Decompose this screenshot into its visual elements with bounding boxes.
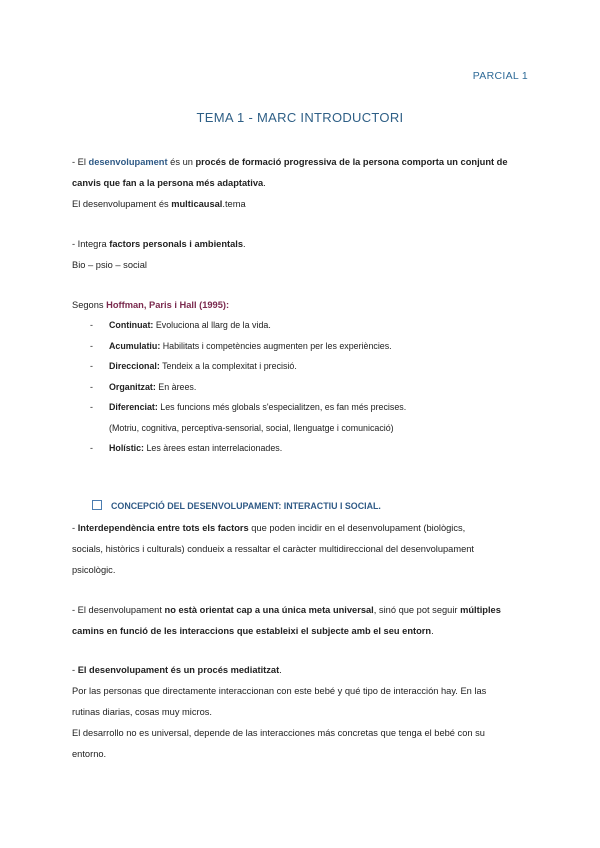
dash: - xyxy=(90,381,93,392)
dash: - xyxy=(90,361,93,371)
text: Evoluciona al llarg de la vida. xyxy=(153,320,271,330)
text: - Integra xyxy=(72,239,110,249)
section-heading xyxy=(92,500,381,511)
text: . xyxy=(263,178,266,188)
text: (Motriu, cognitiva, perceptiva-sensorial, social, llenguatge i comunicació) xyxy=(109,422,394,433)
list-item xyxy=(90,315,510,336)
list-item xyxy=(90,336,510,357)
characteristics-list xyxy=(90,315,510,459)
term: Acumulatiu: xyxy=(109,340,161,351)
text: psicològic. xyxy=(72,565,116,575)
section-paragraph-2 xyxy=(72,600,534,642)
list-item xyxy=(90,438,510,459)
list-item xyxy=(90,418,510,439)
keyword: no està orientat cap a una única meta universal xyxy=(164,605,374,615)
text: - El xyxy=(72,157,89,167)
authors: Hoffman, Paris i Hall (1995) xyxy=(106,300,226,310)
dash: - xyxy=(90,320,93,330)
intro-paragraph-3 xyxy=(72,234,534,255)
term: Continuat: xyxy=(109,320,154,330)
keyword: factors personals i ambientals xyxy=(109,239,244,249)
text: - xyxy=(72,523,78,533)
text: rutinas diarias, cosas muy micros. xyxy=(72,707,213,717)
dash: - xyxy=(90,340,93,351)
keyword: procés de formació progressiva de la persona comporta un conjunt de xyxy=(195,157,508,167)
text: socials, històrics i culturals) condueix a ressaltar el caràcter multidireccional del desenvolupament xyxy=(72,544,475,554)
keyword: Interdependència entre tots els factors xyxy=(77,523,249,533)
list-item xyxy=(90,397,510,418)
text: Tendeix a la complexitat i precisió. xyxy=(159,361,297,371)
section-paragraph-1 xyxy=(72,518,534,581)
list-item xyxy=(90,356,510,377)
text: que poden incidir en el desenvolupament (biològics, xyxy=(248,523,466,533)
keyword: desenvolupament xyxy=(88,157,168,167)
page-title: TEMA 1 - MARC INTRODUCTORI xyxy=(196,110,404,125)
text: - El desenvolupament xyxy=(72,605,165,615)
text: Les àrees estan interrelacionades. xyxy=(144,443,283,453)
term: Diferenciat: xyxy=(109,402,158,412)
text: Por las personas que directamente interaccionan con este bebé y qué tipo de interacción hay. En las xyxy=(72,686,487,696)
segons-line xyxy=(72,295,534,316)
text: .tema xyxy=(222,199,246,209)
text: Segons xyxy=(72,300,107,310)
header-label: PARCIAL 1 xyxy=(472,70,528,82)
dash: - xyxy=(90,443,93,453)
text: entorno. xyxy=(72,749,107,759)
text: és un xyxy=(167,157,196,167)
text: : xyxy=(226,300,230,310)
section-paragraph-4 xyxy=(72,681,534,723)
text: . xyxy=(279,665,282,675)
text: El desenvolupament és xyxy=(72,199,172,209)
section-title: CONCEPCIÓ DEL DESENVOLUPAMENT: INTERACTIU I SOCIAL. xyxy=(111,501,381,511)
term: Holístic: xyxy=(109,443,145,453)
term: Direccional: xyxy=(109,361,160,371)
list-item xyxy=(90,377,510,398)
text: En àrees. xyxy=(155,381,197,392)
text: - xyxy=(72,665,78,675)
text: El desarrollo no es universal, depende de las interacciones más concretas que tenga el bebé con su xyxy=(72,728,485,738)
dash: - xyxy=(90,402,93,412)
intro-paragraph-2 xyxy=(72,194,534,215)
intro-paragraph-1 xyxy=(72,152,534,194)
keyword: múltiples xyxy=(460,605,501,615)
section-paragraph-3 xyxy=(72,660,534,681)
text: . xyxy=(431,626,434,636)
section-paragraph-5 xyxy=(72,723,534,765)
text: . xyxy=(243,239,246,249)
text: Les funcions més globals s'especialitzen, es fan més precises. xyxy=(157,402,407,412)
keyword: El desenvolupament és un procés mediatitzat xyxy=(77,665,280,675)
keyword: multicausal xyxy=(171,199,223,209)
keyword: canvis que fan a la persona més adaptativa xyxy=(72,178,264,188)
text: Habilitats i competències augmenten per les experiències. xyxy=(160,340,392,351)
intro-paragraph-4: Bio – psio – social xyxy=(72,260,147,270)
term: Organitzat: xyxy=(109,381,156,392)
text: , sinó que pot seguir xyxy=(373,605,461,615)
checkbox-icon xyxy=(92,500,102,510)
keyword: camins en funció de les interaccions que estableixi el subjecte amb el seu entorn xyxy=(72,626,432,636)
